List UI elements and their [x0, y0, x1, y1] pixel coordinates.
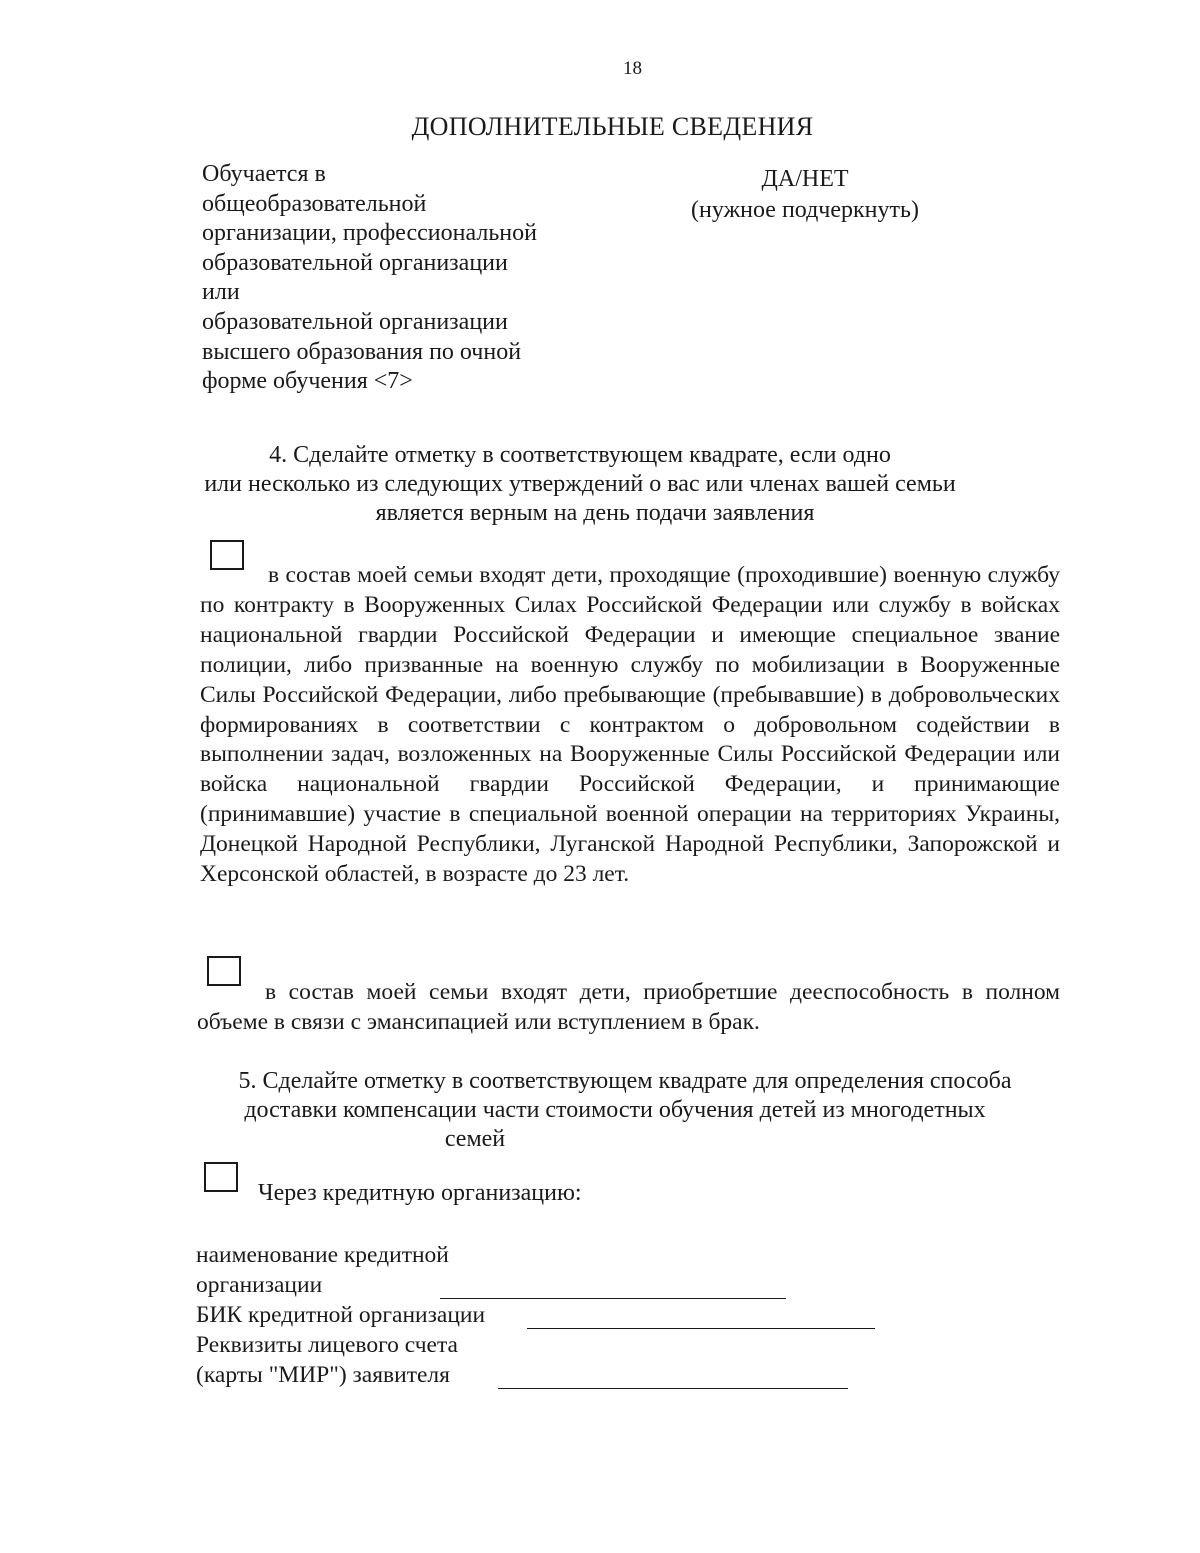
- account-field[interactable]: [498, 1388, 848, 1389]
- checkbox-credit-organization[interactable]: [204, 1162, 238, 1192]
- option-text: в состав моей семьи входят дети, проходящие (проходившие) военную службу по контракту в Вооруженных Силах Российской Федерации или службу в войсках национальной гвардии Российской Федерации и имеющие специальное звание полиции, либо призванные на военную службу по мобилизации в Вооруженные Силы Российской Федерации, либо пребывающие (пребывавшие) в добровольческих формированиях в соответствии с контрактом о добровольном содействии в выполнении задач, возложенных на Вооруженные Силы Российской Федерации или войска национальной гвардии Российской Федерации, и принимающие (принимавшие) участие в специальной военной операции на территориях Украины, Донецкой Народной Республики, Луганской Народной Республики, Запорожской и Херсонской областей, в возрасте до 23 лет.: [200, 562, 1060, 888]
- study-label-line: образовательной организации: [202, 249, 508, 276]
- study-label-line: или: [202, 279, 240, 306]
- bank-name-label-line2: организации: [196, 1272, 323, 1298]
- option-text: в состав моей семьи входят дети, приобретшие дееспособность в полном объеме в связи с эмансипацией или вступлением в брак.: [197, 979, 1060, 1035]
- bank-name-field[interactable]: [440, 1298, 786, 1299]
- study-label-line: общеобразовательной: [202, 190, 427, 217]
- bik-field[interactable]: [527, 1328, 875, 1329]
- section-5-heading: [0, 1067, 1200, 1154]
- account-label-line1: Реквизиты лицевого счета: [196, 1332, 458, 1358]
- document-title: ДОПОЛНИТЕЛЬНЫЕ СВЕДЕНИЯ: [411, 112, 814, 141]
- study-label-line: образовательной организации: [202, 308, 508, 335]
- section-4-heading-line: 4. Сделайте отметку в соответствующем квадрате, если одно: [269, 442, 891, 468]
- page-number: 18: [623, 58, 642, 79]
- study-label-line: организации, профессиональной: [202, 220, 537, 247]
- bank-name-label-line1: наименование кредитной: [196, 1242, 449, 1268]
- section-5-heading-line: 5. Сделайте отметку в соответствующем квадрате для определения способа: [238, 1068, 1012, 1094]
- study-label-line: Обучается в: [202, 161, 326, 187]
- credit-organization-label: Через кредитную организацию:: [258, 1180, 582, 1206]
- yes-no-text[interactable]: ДА/НЕТ: [761, 166, 849, 192]
- section-4-heading-line: или несколько из следующих утверждений о вас или членах вашей семьи: [204, 471, 956, 497]
- yes-no-answer[interactable]: [660, 164, 950, 226]
- section-4-heading: [0, 441, 1160, 528]
- account-label-line2: (карты "МИР") заявителя: [196, 1362, 450, 1388]
- study-label-line: форме обучения <7>: [202, 368, 413, 395]
- study-question-label: [202, 160, 622, 397]
- section-5-heading-line: доставки компенсации части стоимости обучения детей из многодетных: [244, 1097, 986, 1123]
- section-5-heading-line: семей: [444, 1126, 506, 1152]
- yes-no-hint: (нужное подчеркнуть): [691, 197, 919, 223]
- study-label-line: высшего образования по очной: [202, 338, 522, 365]
- bik-label: БИК кредитной организации: [196, 1302, 486, 1328]
- section-4-heading-line: является верным на день подачи заявления: [375, 500, 815, 526]
- option-military-children-text: [200, 561, 1060, 890]
- option-emancipated-children-text: [197, 978, 1060, 1038]
